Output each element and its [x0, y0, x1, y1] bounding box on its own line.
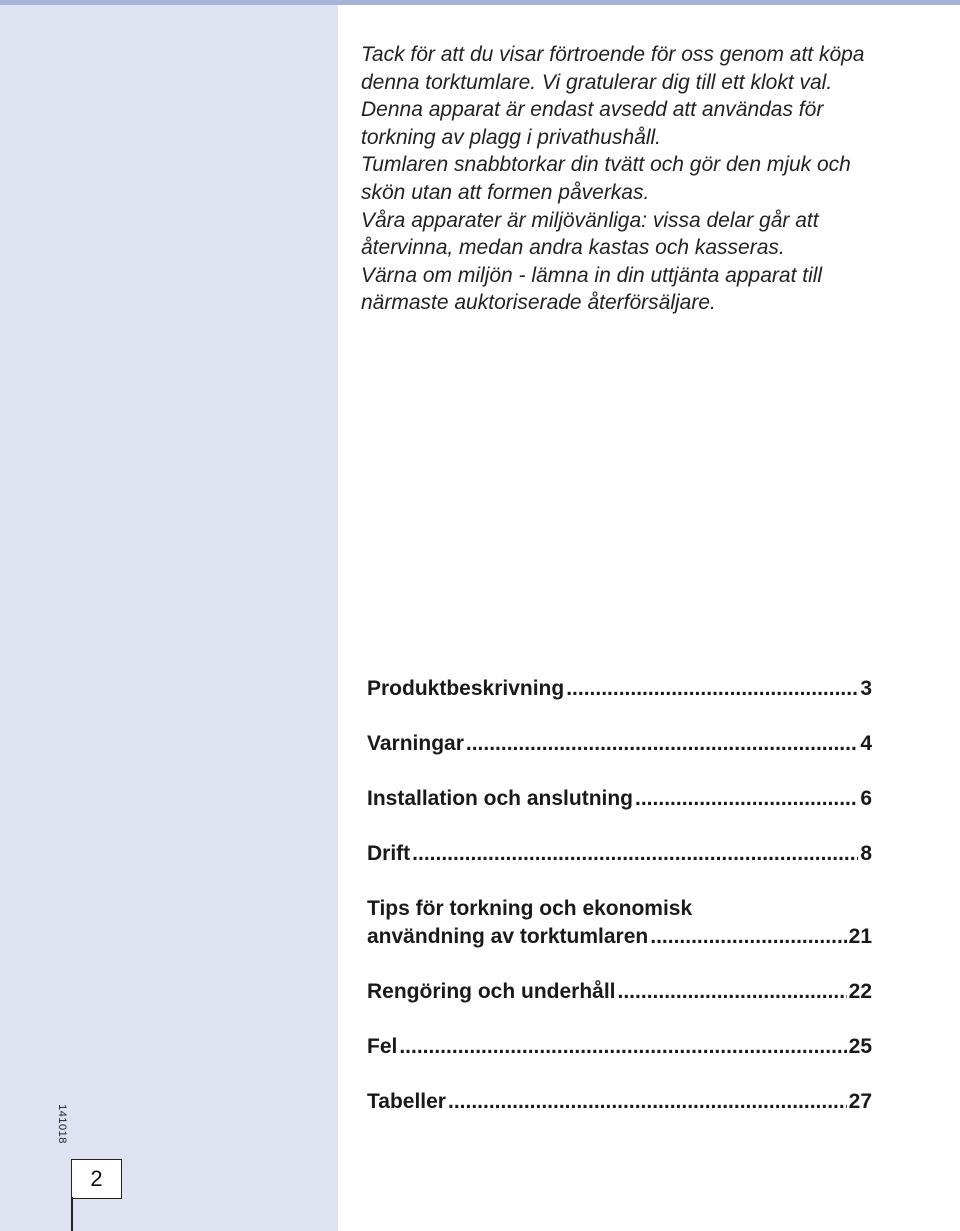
toc-leader-dots	[399, 1033, 846, 1061]
toc-leader-dots	[635, 785, 858, 813]
toc-title: Fel	[367, 1035, 398, 1058]
intro-paragraph: Denna apparat är endast avsedd att användas för torkning av plagg i privathushåll.	[361, 98, 824, 149]
toc-entry-installation[interactable]	[367, 785, 872, 813]
page-number: 2	[71, 1159, 122, 1199]
page-number-line	[71, 1197, 73, 1231]
table-of-contents	[367, 675, 872, 1143]
toc-page: 21	[848, 925, 872, 948]
toc-page: 4	[860, 732, 872, 755]
toc-title: användning av torktumlaren	[367, 925, 649, 948]
toc-leader-dots	[466, 730, 858, 758]
toc-leader-dots	[412, 840, 858, 868]
toc-entry-drift[interactable]	[367, 840, 872, 868]
toc-page: 27	[848, 1090, 872, 1113]
toc-entry-varningar[interactable]	[367, 730, 872, 758]
intro-paragraph: Värna om miljön - lämna in din uttjänta apparat till närmaste auktoriserade återförsäljare.	[361, 263, 823, 315]
intro-paragraph: Tack för att du visar förtroende för oss genom att köpa denna torktumlare. Vi gratulerar dig till ett klokt val.	[361, 43, 865, 94]
toc-entry-rengoring[interactable]	[367, 978, 872, 1006]
toc-page: 8	[860, 842, 872, 865]
toc-leader-dots	[448, 1088, 847, 1116]
toc-row	[367, 923, 872, 951]
toc-entry-produktbeskrivning[interactable]	[367, 675, 872, 703]
toc-leader-dots	[650, 923, 846, 951]
left-sidebar-panel	[0, 5, 338, 1231]
toc-row	[367, 840, 872, 868]
toc-row	[367, 675, 872, 703]
toc-title: Drift	[367, 842, 411, 865]
toc-title: Produktbeskrivning	[367, 677, 565, 700]
intro-paragraph: Våra apparater är miljövänliga: vissa delar går att återvinna, medan andra kastas och kasseras.	[361, 208, 819, 260]
toc-title: Tabeller	[367, 1090, 446, 1113]
toc-title: Installation och anslutning	[367, 787, 634, 810]
toc-leader-dots	[566, 675, 858, 703]
toc-page: 6	[860, 787, 872, 810]
toc-title: Varningar	[367, 732, 464, 755]
toc-entry-tips[interactable]	[367, 895, 872, 951]
toc-row	[367, 730, 872, 758]
toc-row	[367, 785, 872, 813]
toc-page: 25	[848, 1035, 872, 1058]
toc-title: Rengöring och underhåll	[367, 980, 616, 1003]
intro-paragraph: Tumlaren snabbtorkar din tvätt och gör den mjuk och skön utan att formen påverkas.	[361, 153, 851, 204]
document-code: 141018	[55, 1104, 68, 1144]
toc-row	[367, 978, 872, 1006]
toc-row	[367, 1088, 872, 1116]
toc-leader-dots	[618, 978, 847, 1006]
toc-row	[367, 1033, 872, 1061]
intro-text	[361, 41, 901, 317]
toc-title-line1: Tips för torkning och ekonomisk	[367, 897, 693, 920]
toc-page: 3	[860, 677, 872, 700]
toc-entry-tabeller[interactable]	[367, 1088, 872, 1116]
toc-entry-fel[interactable]	[367, 1033, 872, 1061]
toc-page: 22	[848, 980, 872, 1003]
